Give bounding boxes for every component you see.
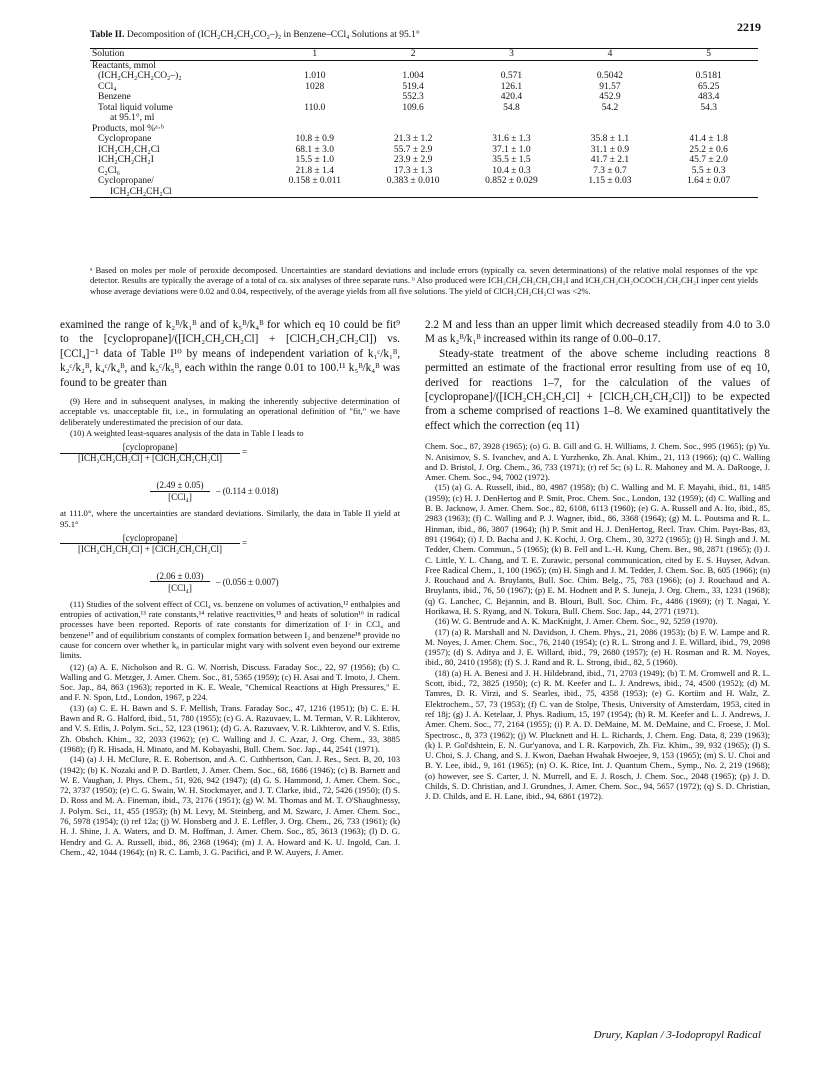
table-cell: 1.004 bbox=[402, 71, 424, 81]
reference-14-cont: Chem. Soc., 87, 3928 (1965); (o) G. B. Gill and G. H. Williams, J. Chem. Soc., 995 (1965); (p) Yu. N. Anisimov, S. S. Ivanchev, and A. I. Yurzhenko, Zh. Anal. Khim., 21, 113 (1966); (q) C. Walling and D. Bristol, J. Org. Chem., 36, 733 (1971); (r) ref 5c; (s) L. R. Mahoney and M. A. DaRooge, J. Amer. Chem. Soc., 94, 7002 (1972). bbox=[425, 441, 770, 483]
right-column bbox=[425, 318, 770, 802]
table-header-cell: Solution bbox=[90, 49, 266, 61]
footnote-10-cont: at 111.0°, where the uncertainties are standard deviations. Similarly, the data in Table II yield at 95.1° bbox=[60, 508, 400, 529]
row-label: ICH₂CH₂CH₂Cl bbox=[98, 144, 160, 155]
table-row bbox=[90, 71, 758, 82]
table-cell bbox=[364, 124, 462, 135]
table-cell: 68.1 ± 3.0 bbox=[295, 144, 335, 155]
table-cell: 0.158 ± 0.011 bbox=[288, 176, 341, 186]
table-caption-label: Table II. bbox=[90, 30, 125, 40]
table-cell: 31.6 ± 1.3 bbox=[492, 134, 531, 144]
table-cell: 420.4 bbox=[500, 92, 523, 102]
table-cell: 54.8 bbox=[503, 102, 520, 113]
table-cell: 519.4 bbox=[402, 81, 424, 92]
equals-sign: = bbox=[242, 537, 248, 548]
table-cell bbox=[266, 92, 364, 103]
equation-111-rhs bbox=[150, 480, 400, 508]
reference-18: (18) (a) H. A. Benesi and J. H. Hildebrand, ibid., 71, 2703 (1949); (b) T. M. Cromwell and R. L. Scott, ibid., 72, 3825 (1950); (c) R. M. Keefer and L. J. Andrews, ibid., 74, 4500 (1952); (d) M. Tamres, D. R. Virzi, and S. Searles, ibid., 75, 4358 (1953); (e) G. Kortüm and H. Walz, Z. Elektrochem., 57, 73 (1953); (f) C. van de Stolpe, Thesis, University of Amsterdam, 1953, cited in ref 18j; (g) J. A. Ketelaar, J. Phys. Radium, 15, 197 (1954); (h) R. M. Keefer and L. J. Andrews, J. Amer. Chem. Soc., 77, 2164 (1955); (i) P. A. D. DeMaine, M. M. DeMaine, and C. Froese, J. Mol. Spectrosc., 8, 373 (1962); (j) W. Plucknett and H. L. Richards, J. Chem. Eng. Data, 8, 239 (1963); (k) I. P. Gol'dshtein, E. N. Gur'yanova, and I. R. Karpovich, Zh. Fiz. Khim., 39, 932 (1965); (l) S. U. Choi, S. J. Chang, and S. J. Kwon, Daehan Hwahak Hwoejee, 9, 153 (1965); (m) S. U. Choi and B. Y. Lee, ibid., 9, 161 (1965); (n) O. K. Rice, Int. J. Quantum Chem., Symp., No. 2, 219 (1968); (o) however, see S. Carter, J. N. Murrell, and E. J. Rosch, J. Chem. Soc., 2048 (1965); (p) J. D. Childs, S. D. Christian, and J. Grundnes, J. Amer. Chem. Soc., 94, 5657 (1972); (q) S. D. Christian, J. D. Childs, and E. H. Lane, ibid., 94, 6861 (1972). bbox=[425, 667, 770, 802]
table-cell bbox=[266, 113, 364, 124]
table-row bbox=[90, 113, 758, 124]
rhs-numerator: (2.49 ± 0.05) bbox=[150, 480, 210, 491]
equation-numerator: [cyclopropane] bbox=[60, 533, 240, 544]
table-header-cell: 2 bbox=[364, 49, 462, 61]
equation-numerator: [cyclopropane] bbox=[60, 442, 240, 453]
equation-95-rhs bbox=[150, 571, 400, 599]
rhs-denominator: [CCl₄] bbox=[168, 492, 192, 503]
table-cell bbox=[462, 113, 560, 124]
table-cell: 1.15 ± 0.03 bbox=[588, 176, 632, 186]
table-cell bbox=[561, 124, 660, 135]
table-row bbox=[90, 166, 758, 177]
reference-12: (12) (a) A. E. Nicholson and R. G. W. Norrish, Discuss. Faraday Soc., 22, 97 (1956); (b) C. Walling and G. Metzger, J. Amer. Chem. Soc., 81, 5365 (1959); (c) H. Asai and T. Imoto, J. Chem. Soc. Jap., 84, 863 (1963); reported in K. E. Weale, "Chemical Reactions at High Pressures," E. and F. N. Spon, Ltd., London, 1967, p 224. bbox=[60, 661, 400, 703]
table-cell bbox=[561, 60, 660, 71]
table-cell: 21.3 ± 1.2 bbox=[393, 134, 433, 144]
row-label: C₂Cl₆ bbox=[98, 165, 120, 176]
rhs-constant: – (0.114 ± 0.018) bbox=[216, 486, 279, 497]
table-cell: 54.3 bbox=[700, 102, 717, 113]
body-paragraph: examined the range of k₂ᴮ/k₁ᴮ and of k₅ᴮ/k₄ᴮ for which eq 10 could be fit⁹ to the [cyclopropane]/([ICH₂CH₂CH₂Cl] + [ClCH₂CH₂CH₂Cl]) vs. [CCl₄]⁻¹ data of Table I¹⁰ by means of independent variation of k₁ᶜ/k₁ᴮ, k₂ᶜ/k₂ᴮ, k₄ᶜ/k₄ᴮ, and k₅ᶜ/k₅ᴮ, each within the range 0.01 to 100.¹¹ k₅ᴮ/k₄ᴮ was found to be greater than bbox=[60, 319, 400, 389]
reference-14: (14) (a) J. H. McClure, R. E. Robertson, and A. C. Cuthbertson, Can. J. Res., Sect. B, 20, 103 (1942); (b) K. Nozaki and P. D. Bartlett, J. Amer. Chem. Soc., 68, 1686 (1946); (c) B. Barnett and W. E. Vaughan, J. Phys. Chem., 51, 926, 942 (1947); (d) G. S. Hammond, J. Amer. Chem. Soc., 72, 3737 (1950); (e) C. G. Swain, W. H. Stockmayer, and J. T. Clarke, ibid., 72, 5426 (1950); (f) S. D. Ross and M. A. Fineman, ibid., 73, 2176 (1951); (g) W. M. Thomas and M. T. O'Shaughnessy, J. Polym. Sci., 11, 455 (1953); (h) M. Levy, M. Steinberg, and M. Szwarc, J. Amer. Chem. Soc., 76, 5978 (1954); (i) ref 12a; (j) W. Honsberg and J. E. Leffler, J. Org. Chem., 26, 733 (1961); (k) H. J. Shine, J. A. Waters, and D. M. Hoffman, J. Amer. Chem. Soc., 85, 3613 (1963); (l) D. G. Hendry and G. A. Russell, ibid., 86, 2368 (1964); (m) J. A. Howard and K. U. Ingold, Can. J. Chem., 42, 1044 (1964); (n) R. C. Lamb, J. G. Pacifici, and P. W. Auyers, J. Amer. bbox=[60, 754, 400, 857]
running-footer: Drury, Kaplan / 3-Iodopropyl Radical bbox=[593, 1029, 761, 1041]
table-cell: 0.5042 bbox=[596, 71, 623, 81]
table-row bbox=[90, 103, 758, 114]
table-cell: 0.383 ± 0.010 bbox=[386, 176, 440, 186]
references bbox=[425, 441, 770, 801]
body-paragraph: Steady-state treatment of the above scheme including reactions 8 permitted an estimate of the fractional error resulting from use of eq 10, derived for reactions 1–7, for the calculation of the values of [cyclopropane]/([ICH₂CH₂CH₂Cl] + [ClCH₂CH₂CH₂Cl]) to be expected from a scheme comprised of reactions 1–8. We examined quantitatively the effect which the correction (eq 11) bbox=[425, 347, 770, 432]
table-row bbox=[90, 145, 758, 156]
table-cell bbox=[364, 60, 462, 71]
table-row bbox=[90, 134, 758, 145]
table-cell bbox=[364, 113, 462, 124]
table-cell bbox=[462, 187, 560, 198]
equals-sign: = bbox=[242, 447, 248, 458]
table-cell bbox=[266, 187, 364, 198]
table-cell: 25.2 ± 0.6 bbox=[689, 144, 728, 155]
table-row bbox=[90, 92, 758, 103]
table-cell: 10.4 ± 0.3 bbox=[492, 165, 531, 176]
table-cell bbox=[659, 60, 758, 71]
table-cell: 452.9 bbox=[599, 92, 621, 102]
rhs-constant: – (0.056 ± 0.007) bbox=[216, 576, 279, 587]
table-row bbox=[90, 124, 758, 135]
row-label: ICH₂CH₂CH₂Cl bbox=[90, 187, 266, 198]
equation-denominator: [ICH₂CH₂CH₂Cl] + [ClCH₂CH₂CH₂Cl] bbox=[78, 453, 222, 464]
table-cell: 35.8 ± 1.1 bbox=[590, 134, 630, 144]
table-cell bbox=[659, 113, 758, 124]
table-cell: 110.0 bbox=[304, 102, 326, 113]
table-row bbox=[90, 82, 758, 93]
table-header-cell: 1 bbox=[266, 49, 364, 61]
table-cell: 0.852 ± 0.029 bbox=[485, 176, 538, 186]
reference-13: (13) (a) C. E. H. Bawn and S. F. Mellish, Trans. Faraday Soc., 47, 1216 (1951); (b) C. E. H. Bawn and R. G. Halford, ibid., 51, 780 (1955); (c) G. A. Razuvaev, L. M. Terman, V. R. Likhterov, and V. S. Etlis, J. Polym. Sci., 52, 123 (1961); (d) G. A. Razuvaev, V. R. Likhterov, and V. S. Etlis, Zh. Obshch. Khim., 32, 2033 (1962); (e) C. Walling and J. C. Azar, J. Org. Chem., 33, 3885 (1968); (f) R. Hisada, H. Minato, and M. Kobayashi, Bull. Chem. Soc. Jap., 44, 2541 (1971). bbox=[60, 702, 400, 754]
table-row bbox=[90, 155, 758, 166]
table-cell: 0.571 bbox=[500, 71, 523, 81]
table-cell: 126.1 bbox=[500, 81, 523, 92]
footnote-11: (11) Studies of the solvent effect of CCl₄ vs. benzene on volumes of activation,¹² enthalpies and entropies of activation,¹³ rate constants,¹⁴ relative reactivities,¹⁵ and heats of solution¹⁶ in radical processes have been reported. Reports of rate constants for dimerization of I· in CCl₄ and benzene¹⁷ and of equilibrium constants of complex formation between I₂ and benzene¹⁸ provide no cause for concern over whether k₈ in particular might vary with solvent even beyond our extreme limits. bbox=[60, 598, 400, 661]
table-cell: 37.1 ± 1.0 bbox=[492, 144, 531, 155]
table-cell bbox=[561, 187, 660, 198]
table-cell bbox=[266, 124, 364, 135]
equation-denominator: [ICH₂CH₂CH₂Cl] + [ClCH₂CH₂CH₂Cl] bbox=[78, 543, 222, 554]
table-cell bbox=[659, 124, 758, 135]
table-cell: 109.6 bbox=[402, 102, 424, 113]
table-cell: 54.2 bbox=[601, 102, 619, 113]
row-label: Cyclopropane bbox=[98, 134, 152, 144]
rhs-numerator: (2.06 ± 0.03) bbox=[150, 571, 210, 582]
table-cell: 45.7 ± 2.0 bbox=[689, 155, 728, 165]
table-row bbox=[90, 176, 758, 187]
table-cell: 0.5181 bbox=[695, 71, 722, 81]
table-cell: 21.8 ± 1.4 bbox=[295, 165, 335, 176]
row-label: Reactants, mmol bbox=[92, 60, 156, 71]
row-label: Cyclopropane/ bbox=[98, 176, 154, 186]
row-label: CCl₄ bbox=[98, 81, 117, 92]
row-label: Benzene bbox=[98, 92, 131, 102]
table-cell: 10.8 ± 0.9 bbox=[295, 134, 335, 144]
table-header-cell: 5 bbox=[659, 49, 758, 61]
rhs-denominator: [CCl₄] bbox=[168, 582, 192, 593]
row-label: Products, mol %ᵃ·ᵇ bbox=[92, 123, 164, 134]
footnote-10: (10) A weighted least-squares analysis of the data in Table I leads to bbox=[70, 427, 304, 438]
row-label: ICH₂CH₂CH₂I bbox=[98, 155, 154, 165]
table-cell: 1.010 bbox=[304, 71, 326, 81]
equation-111 bbox=[60, 442, 400, 480]
table-cell: 1.64 ± 0.07 bbox=[687, 176, 731, 186]
row-label: at 95.1°, ml bbox=[110, 113, 155, 123]
footnote-9: (9) Here and in subsequent analyses, in making the inherently subjective determination of acceptable vs. unacceptable fit, i.e., in formulating an operational definition of "fit," we have deliberately underestimated the precision of our data. bbox=[60, 396, 400, 427]
data-table bbox=[90, 48, 758, 198]
reference-16: (16) W. G. Bentrude and A. K. MacKnight, J. Amer. Chem. Soc., 92, 5259 (1970). bbox=[435, 616, 718, 627]
equation-95 bbox=[60, 533, 400, 571]
table-cell: 1028 bbox=[305, 81, 325, 92]
table-row bbox=[90, 187, 758, 198]
table-cell bbox=[462, 124, 560, 135]
footnotes bbox=[60, 396, 400, 857]
table-cell bbox=[364, 187, 462, 198]
table-cell: 15.5 ± 1.0 bbox=[295, 155, 335, 165]
table-header-cell: 4 bbox=[561, 49, 660, 61]
table-caption-text: Decomposition of (ICH₂CH₂CH₂CO₂–)₂ in Benzene–CCl₄ Solutions at 95.1° bbox=[126, 30, 420, 40]
table-cell: 23.9 ± 2.9 bbox=[393, 155, 433, 165]
table-cell: 31.1 ± 0.9 bbox=[590, 144, 630, 155]
table-caption bbox=[90, 30, 750, 40]
body-paragraph: 2.2 M and less than an upper limit which decreased steadily from 4.0 to 3.0 M as k₂ᴮ/k₁ᴮ increased within its range of 0.00–0.17. bbox=[425, 319, 770, 346]
table-cell: 5.5 ± 0.3 bbox=[691, 165, 726, 176]
table-cell bbox=[462, 60, 560, 71]
row-label: Total liquid volume bbox=[98, 102, 173, 113]
table-row bbox=[90, 60, 758, 71]
table-cell bbox=[561, 113, 660, 124]
table-cell: 35.5 ± 1.5 bbox=[492, 155, 531, 165]
table-cell: 552.3 bbox=[402, 92, 424, 102]
table-cell bbox=[266, 60, 364, 71]
table-cell: 91.57 bbox=[599, 81, 621, 92]
table-cell: 41.7 ± 2.1 bbox=[590, 155, 630, 165]
table-cell: 17.3 ± 1.3 bbox=[393, 165, 433, 176]
table-cell bbox=[659, 187, 758, 198]
row-label: (ICH₂CH₂CH₂CO₂–)₂ bbox=[98, 71, 182, 81]
table-cell: 483.4 bbox=[697, 92, 720, 102]
left-column bbox=[60, 318, 400, 857]
table-cell: 7.3 ± 0.7 bbox=[593, 165, 627, 176]
reference-15: (15) (a) G. A. Russell, ibid., 80, 4987 (1958); (b) C. Walling and M. F. Mayahi, ibid., 81, 1485 (1959); (c) H. J. DenHertog and P. Smit, Proc. Chem. Soc., London, 132 (1959); (d) C. Walling and B. B. Jacknow, J. Amer. Chem. Soc., 82, 6108, 6113 (1960); (e) G. A. Russell and A. Ito, ibid., 85, 2983 (1963); (f) C. Walling and P. J. Wagner, ibid., 86, 3368 (1964); (g) M. L. Poutsma and R. L. Hinman, ibid., 86, 3807 (1964); (h) P. Smit and H. J. DenHertog, Recl. Trav. Chim. Pays-Bas, 83, 891 (1964); (i) J. D. Bacha and J. K. Kochi, J. Org. Chem., 30, 3272 (1965); (j) H. Singh and J. M. Tedder, Chem. Commun., 5 (1965); (k) B. Fell and L.-H. Kung, Chem. Ber., 98, 2871 (1965); (l) J. C. Little, Y. L. Chang, and T. E. Zurawic, personal communication, cited by E. S. Huyser, Advan. Free Radical Chem., 1, 100 (1965); (m) H. Singh and J. M. Tedder, J. Chem. Soc. B, 605 (1966); (n) J. Rouchaud and A. Bruylants, Bull. Soc. Chim. Belg., 75, 783 (1966); (o) J. Rouchaud and A. Bruylants, ibid., 76, 50 (1967); (p) E. M. Hodnett and P. S. Juneja, J. Org. Chem., 33, 1231 (1968); (q) G. Lanchec, C. Bejannin, and B. Blouri, Bull. Soc. Chim. Fr., 4486 (1969); (r) T. Nagai, Y. Horikawa, H. S. Ryang, and N. Tokura, Bull. Chem. Soc. Jap., 44, 2771 (1971). bbox=[425, 482, 770, 616]
page-number: 2219 bbox=[737, 20, 761, 34]
reference-17: (17) (a) R. Marshall and N. Davidson, J. Chem. Phys., 21, 2086 (1953); (b) F. W. Lampe and R. M. Noyes, J. Amer. Chem. Soc., 76, 2140 (1954); (c) R. L. Strong and J. E. Willard, ibid., 79, 2098 (1957); (d) S. Aditya and J. E. Willard, ibid., 79, 2680 (1957); (e) H. Rosman and R. M. Noyes, ibid., 80, 2410 (1958); (f) S. J. Rand and R. L. Strong, ibid., 82, 5 (1960). bbox=[425, 626, 770, 668]
table-header-cell: 3 bbox=[462, 49, 560, 61]
table-footnote: ᵃ Based on moles per mole of peroxide decomposed. Uncertainties are standard deviations and include errors (typically ca. seven determinations) of the relative molal responses of the vpc detector. Results are typically the average of a total of ca. six analyses of three separate runs. ᵇ Also produced were ICH₂CH₂CH₂CH₂CH₂I and ICH₂CH₂CH₂OCOCH₂CH₂CH₂I inper cent yields whose average deviations were 0.02 and 0.04, respectively, of the average yields from all five solutions. The yield of ClCH₂CH₂CH₂Cl was <2%. bbox=[90, 265, 758, 296]
table-cell: 55.7 ± 2.9 bbox=[393, 144, 433, 155]
table-cell: 41.4 ± 1.8 bbox=[689, 134, 728, 144]
table-cell: 65.25 bbox=[697, 81, 720, 92]
